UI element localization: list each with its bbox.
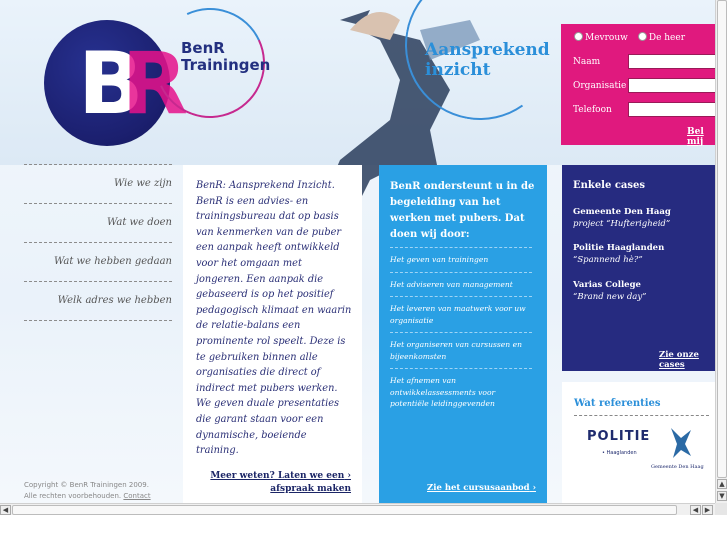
- service-item[interactable]: Het afnemen van ontwikkelassessments voor potentiële leidinggevenden: [390, 368, 532, 416]
- course-offer-link[interactable]: Zie het cursusaanbod ›: [427, 483, 536, 493]
- politie-logo[interactable]: POLITIE: [587, 429, 651, 444]
- nav-divider: [24, 320, 172, 321]
- contact-link[interactable]: Contact: [123, 492, 151, 500]
- scroll-left-arrow-icon[interactable]: ◀: [690, 505, 701, 515]
- nav-item-wat-we-hebben-gedaan[interactable]: Wat we hebben gedaan: [53, 256, 172, 267]
- naam-input[interactable]: [628, 54, 715, 69]
- vertical-scroll-thumb[interactable]: [717, 0, 727, 478]
- scrollbar-corner: [715, 503, 727, 515]
- logo-mark[interactable]: BR: [78, 34, 184, 134]
- organisatie-input[interactable]: [628, 78, 715, 93]
- cases-panel: [562, 165, 715, 371]
- callback-form: [561, 24, 715, 145]
- case-item[interactable]: Varias College “Brand new day”: [573, 280, 647, 302]
- services-panel: [379, 165, 547, 503]
- service-item[interactable]: Het organiseren van cursussen en bijeenkomsten: [390, 332, 532, 368]
- horizontal-scroll-thumb[interactable]: [12, 505, 677, 515]
- tagline: Aansprekend inzicht: [425, 40, 550, 80]
- intro-card: [183, 165, 362, 503]
- copyright: Copyright © BenR Trainingen 2009. Alle rechten voorbehouden. Contact: [24, 481, 151, 500]
- politie-logo-sub: • Haaglanden: [602, 450, 637, 456]
- service-item[interactable]: Het geven van trainingen: [390, 247, 532, 272]
- main-nav: [24, 164, 172, 321]
- case-item[interactable]: Gemeente Den Haag project “Hufterigheid”: [573, 207, 671, 229]
- services-list: [390, 247, 532, 416]
- radio-de-heer[interactable]: De heer: [638, 32, 685, 43]
- gemeente-den-haag-logo[interactable]: [667, 426, 695, 462]
- cases-title: Enkele cases: [573, 180, 646, 191]
- nav-item-welk-adres[interactable]: Welk adres we hebben: [57, 295, 172, 306]
- scroll-left-arrow-icon[interactable]: ◀: [0, 505, 11, 515]
- references-divider: [574, 415, 709, 416]
- all-cases-link[interactable]: Zie onze cases: [659, 350, 699, 370]
- scroll-up-arrow-icon[interactable]: ▲: [717, 479, 727, 489]
- call-me-button[interactable]: Bel mij: [687, 127, 704, 147]
- organisatie-label: Organisatie: [573, 81, 627, 91]
- brand-name: BenR Trainingen: [181, 39, 271, 74]
- references-title: Wat referenties: [574, 398, 661, 409]
- horizontal-scrollbar[interactable]: [0, 503, 715, 515]
- telefoon-input[interactable]: [628, 102, 715, 117]
- intro-text: BenR: Aansprekend Inzicht. BenR is een advies- en trainingsbureau dat op basis van kenmerken van de puber een aanpak heeft ontwikkeld voor het omgaan met jongeren. Een aanpak die gebaseerd is op het positief pedagogisch klimaat en waarin de relatie-balans een prominente rol speelt. Deze is te gebruiken binnen alle organisaties die direct of indirect met pubers werken. We geven duale presentaties die garant staan voor een dynamische, boeiende training.: [196, 180, 352, 457]
- scroll-right-arrow-icon[interactable]: ▶: [702, 505, 713, 515]
- scroll-down-arrow-icon[interactable]: ▼: [717, 491, 727, 501]
- nav-item-wat-we-doen[interactable]: Wat we doen: [106, 217, 172, 228]
- case-item[interactable]: Politie Haaglanden “Spannend hè?”: [573, 243, 665, 265]
- references-panel: [562, 382, 715, 503]
- telefoon-label: Telefoon: [573, 105, 612, 115]
- radio-mevrouw[interactable]: Mevrouw: [574, 32, 628, 43]
- gemeente-den-haag-label: Gemeente Den Haag: [651, 464, 704, 470]
- salutation-radios: [574, 32, 685, 43]
- nav-item-wie-we-zijn[interactable]: Wie we zijn: [113, 178, 172, 189]
- naam-label: Naam: [573, 57, 601, 67]
- service-item[interactable]: Het leveren van maatwerk voor uw organisatie: [390, 296, 532, 332]
- vertical-scrollbar[interactable]: [715, 0, 727, 503]
- radio-circle-icon[interactable]: [574, 32, 583, 41]
- service-item[interactable]: Het adviseren van management: [390, 272, 532, 297]
- appointment-link[interactable]: Meer weten? Laten we een › afspraak maken: [210, 471, 351, 494]
- radio-circle-icon[interactable]: [638, 32, 647, 41]
- services-heading: BenR ondersteunt u in de begeleiding van het werken met pubers. Dat doen wij door:: [390, 181, 535, 240]
